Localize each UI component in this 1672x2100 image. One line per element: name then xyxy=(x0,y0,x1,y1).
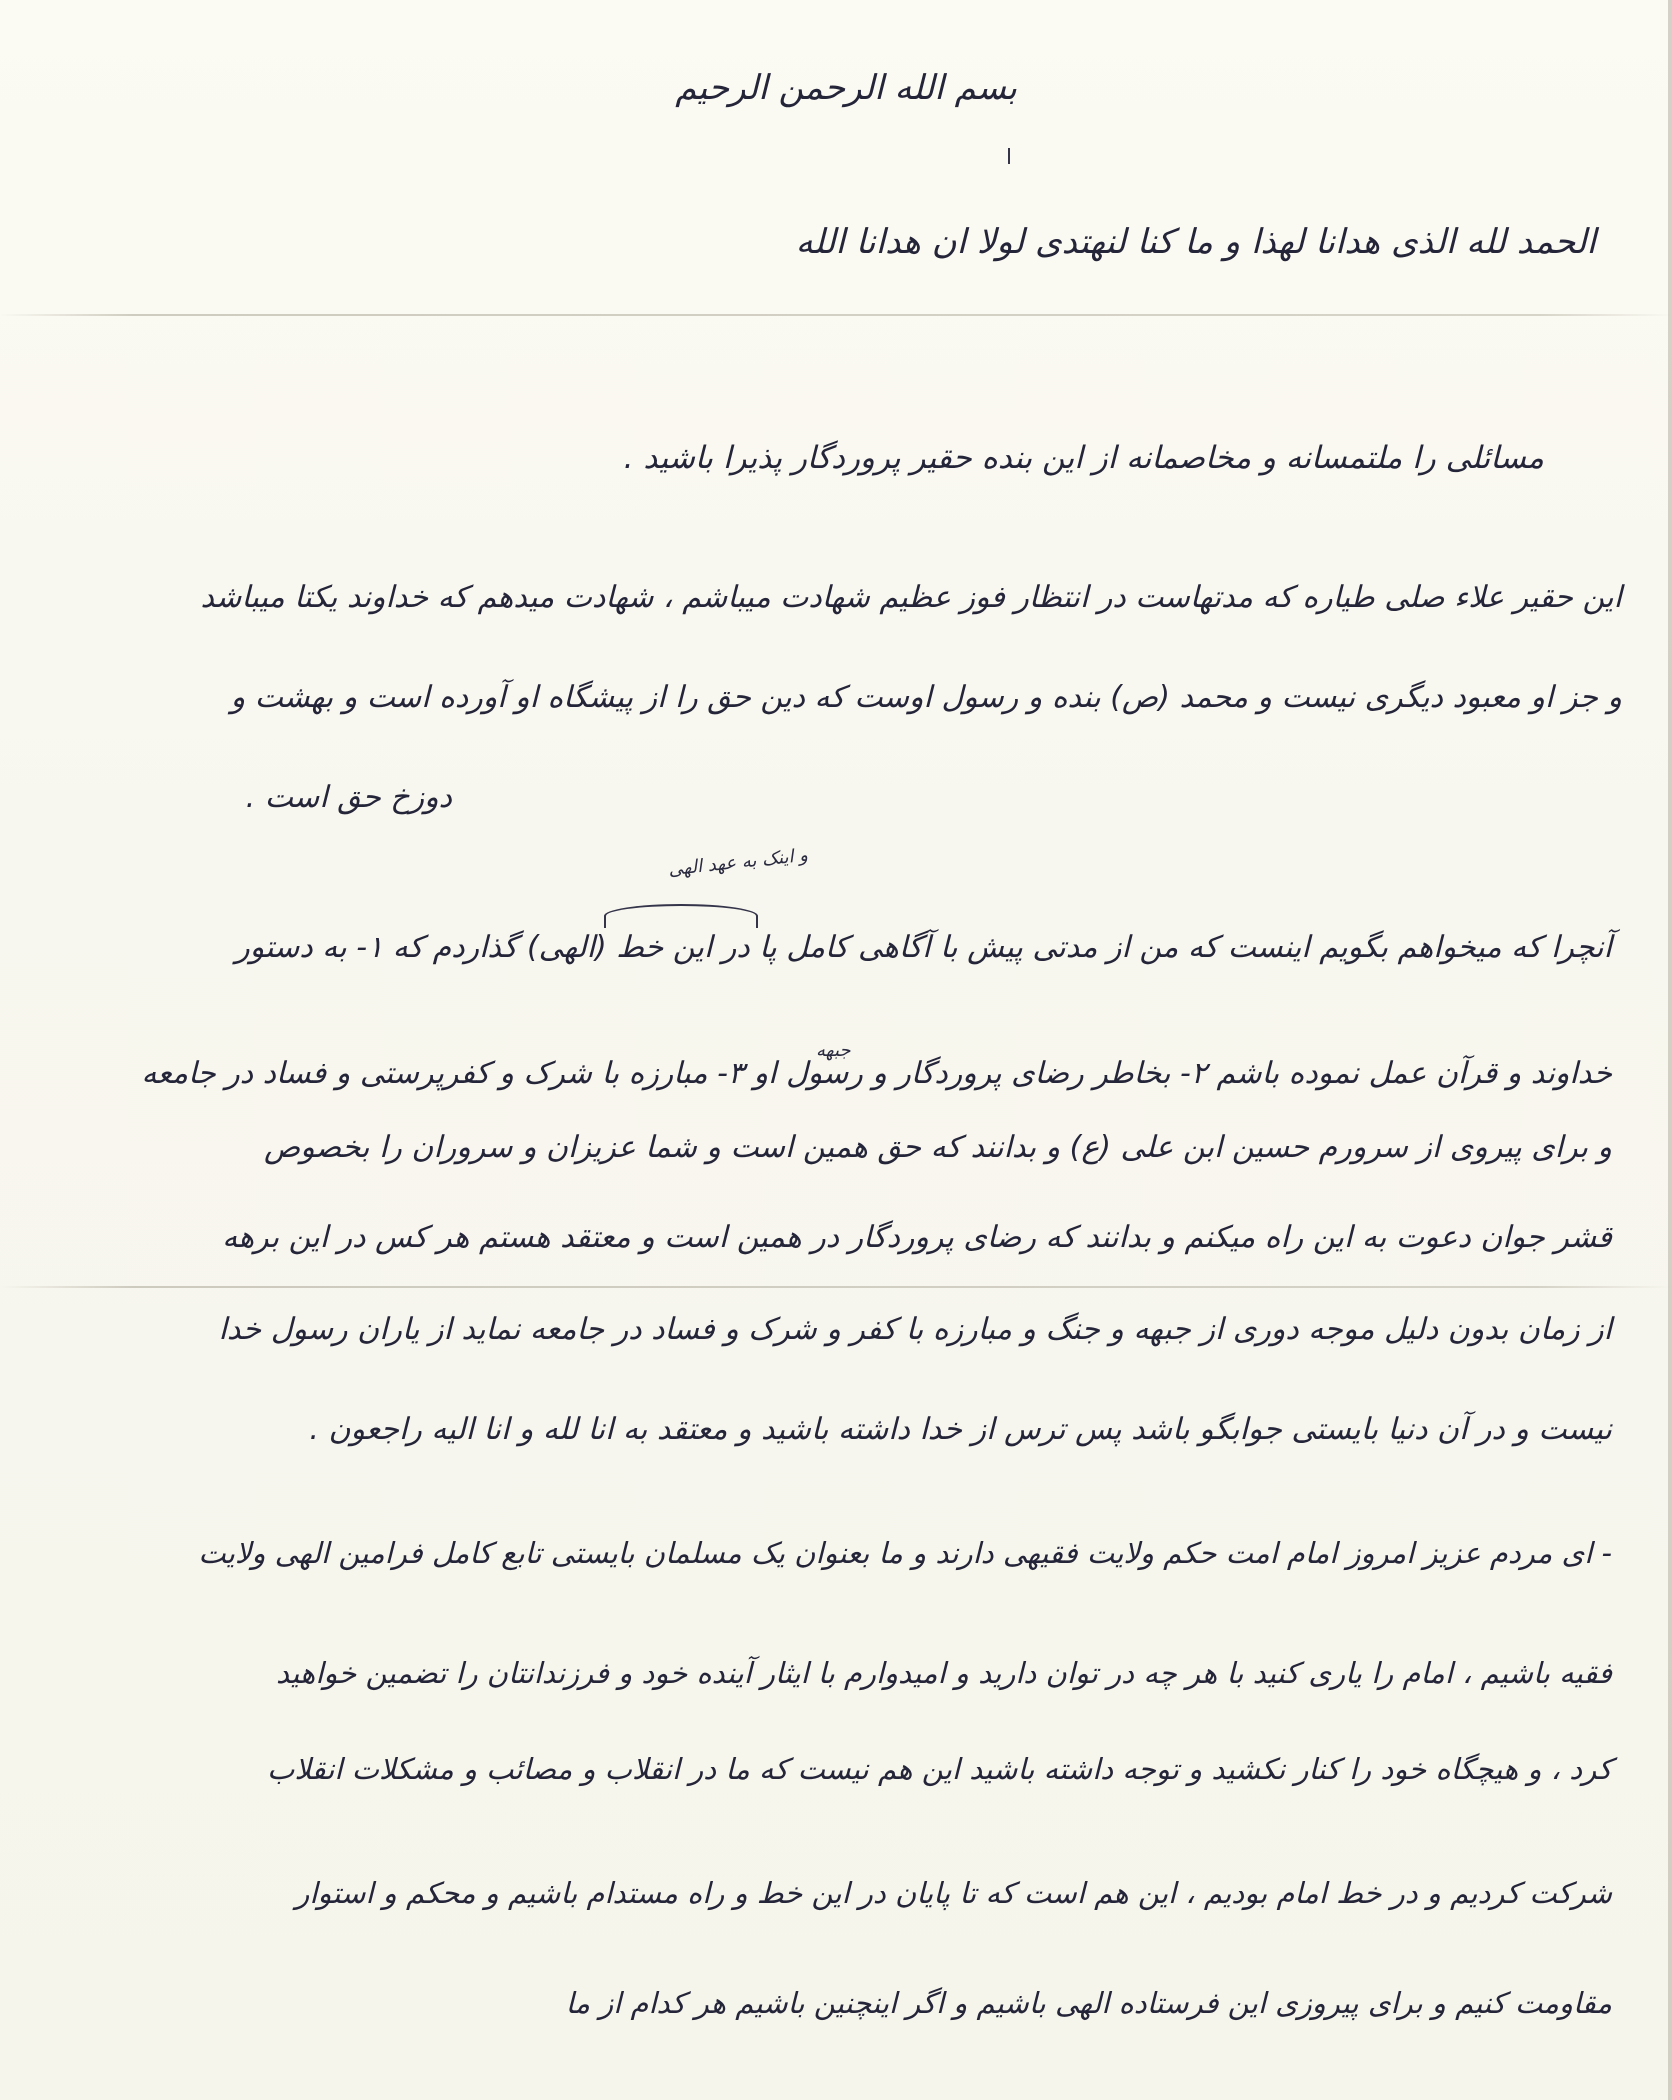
paper-edge xyxy=(1668,0,1672,2100)
letter-line-12: فقیه باشیم ، امام را یاری کنید با هر چه در توان دارید و امیدوارم با ایثار آینده خود و فرزندانتان را تضمین خواهید xyxy=(276,1656,1612,1690)
letter-line-8: قشر جوان دعوت به این راه میکنم و بدانند که رضای پروردگار در همین است و معتقد هستم هر کس در این برهه xyxy=(222,1220,1612,1255)
letter-line-6: خداوند و قرآن عمل نموده باشم ۲- بخاطر رضای پروردگار و رسول او ۳- مبارزه با شرک و کفرپرستی و فساد در جامعه xyxy=(141,1056,1612,1091)
annotation-above-line-5: و اینک به عهد الهی xyxy=(667,844,809,881)
annotation-above-line-6: جبهه xyxy=(816,1040,851,1061)
letter-line-5: آنچرا که میخواهم بگویم اینست که من از مدتی پیش با آگاهی کامل پا در این خط (الهی) گذاردم که ۱- به دستور xyxy=(235,930,1612,965)
paper-fold-lower xyxy=(0,1286,1672,1288)
letter-line-3: و جز او معبود دیگری نیست و محمد (ص) بنده و رسول اوست که دین حق را از پیشگاه او آورده است و بهشت و xyxy=(230,680,1622,715)
basmala: بسم الله الرحمن الرحیم xyxy=(675,68,1017,108)
letter-line-13: کرد ، و هیچگاه خود را کنار نکشید و توجه داشته باشید این هم نیست که ما در انقلاب و مصائب و مشکلات انقلاب xyxy=(267,1752,1612,1786)
opening-verse: الحمد لله الذی هدانا لهذا و ما کنا لنهتدی لولا ان هدانا الله xyxy=(795,222,1596,262)
basmala-mark xyxy=(1008,148,1010,164)
letter-line-9: از زمان بدون دلیل موجه دوری از جبهه و جنگ و مبارزه با کفر و شرک و فساد در جامعه نماید از یاران رسول خدا xyxy=(218,1312,1612,1347)
letter-line-11: - ای مردم عزیز امروز امام امت حکم ولایت فقیهی دارند و ما بعنوان یک مسلمان بایستی تابع کامل فرامین الهی ولایت xyxy=(198,1536,1612,1570)
letter-line-14: شرکت کردیم و در خط امام بودیم ، این هم است که تا پایان در این خط و راه مستدام باشیم و محکم و استوار xyxy=(295,1876,1612,1910)
letter-line-7: و برای پیروی از سرورم حسین ابن علی (ع) و بدانند که حق همین است و شما عزیزان و سروران را بخصوص xyxy=(264,1130,1612,1165)
letter-line-4: دوزخ حق است . xyxy=(245,780,452,815)
letter-line-15: مقاومت کنیم و برای پیروزی این فرستاده الهی باشیم و اگر اینچنین باشیم هر کدام از ما xyxy=(565,1986,1612,2020)
letter-line-2: این حقیر علاء صلی طیاره که مدتهاست در انتظار فوز عظیم شهادت میباشم ، شهادت میدهم که خداوند یکتا میباشد xyxy=(200,580,1622,615)
annotation-arc xyxy=(604,904,758,928)
paper-fold-upper xyxy=(0,314,1672,316)
letter-line-1: مسائلی را ملتمسانه و مخاصمانه از این بنده حقیر پروردگار پذیرا باشید . xyxy=(623,440,1544,476)
letter-line-10: نیست و در آن دنیا بایستی جوابگو باشد پس ترس از خدا داشته باشید و معتقد به انا لله و انا الیه راجعون . xyxy=(309,1412,1612,1447)
